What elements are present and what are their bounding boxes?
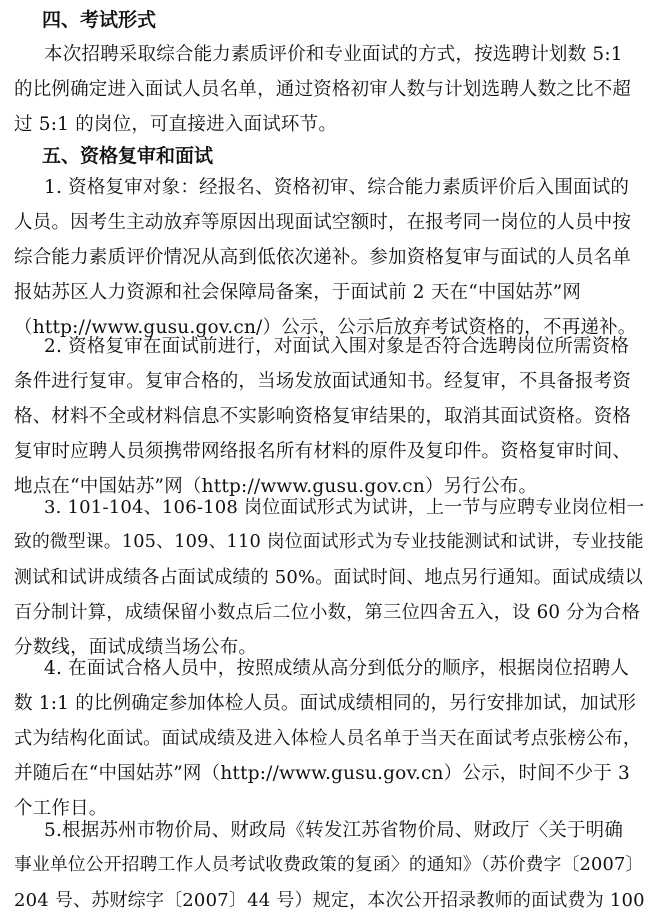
- section-4-paragraph: [14, 37, 648, 142]
- text-line: （http://www.gusu.gov.cn/）公示，公示后放弃考试资格的，不再递补。: [14, 317, 637, 338]
- section-4-heading: 四、考试形式: [42, 9, 157, 31]
- item-4-paragraph: [14, 651, 648, 826]
- text-line: 204 号、苏财综字〔2007〕44 号）规定，本次公开招录教师的面试费为 100: [14, 890, 645, 911]
- text-line: 格、材料不全或材料信息不实影响资格复审结果的，取消其面试资格。资格: [14, 406, 632, 427]
- text-line: 4. 在面试合格人员中，按照成绩从高分到低分的顺序，根据岗位招聘人: [44, 658, 630, 679]
- text-line: 1. 资格复审对象：经报名、资格初审、综合能力素质评价后入围面试的: [44, 177, 630, 198]
- text-line: 致的微型课。105、109、110 岗位面试形式为专业技能测试和试讲，专业技能: [14, 532, 644, 552]
- text-line: 复审时应聘人员须携带网络报名所有材料的原件及复印件。资格复审时间、: [14, 441, 632, 462]
- text-line: 综合能力素质评价情况从高到低依次递补。参加资格复审与面试的人员名单: [14, 247, 632, 268]
- text-line: 个工作日。: [14, 798, 108, 819]
- text-line: 数 1:1 的比例确定参加体检人员。面试成绩相同的，另行安排加试，加试形: [14, 693, 637, 714]
- text-line: 分数线，面试成绩当场公布。: [14, 637, 258, 658]
- item-5-paragraph: [14, 813, 648, 918]
- text-line: 条件进行复审。复审合格的，当场发放面试通知书。经复审，不具备报考资: [14, 371, 632, 392]
- text-line: 报姑苏区人力资源和社会保障局备案，于面试前 2 天在“中国姑苏”网: [14, 282, 582, 303]
- item-2-paragraph: [14, 329, 648, 504]
- text-line: 的比例确定进入面试人员名单，通过资格初审人数与计划选聘人数之比不超: [14, 79, 632, 100]
- text-line: 人员。因考生主动放弃等原因出现面试空额时，在报考同一岗位的人员中按: [14, 212, 632, 233]
- text-line: 本次招聘采取综合能力素质评价和专业面试的方式，按选聘计划数 5:1: [44, 44, 623, 65]
- section-5-heading: 五、资格复审和面试: [42, 145, 214, 167]
- text-line: 百分制计算，成绩保留小数点后二位小数，第三位四舍五入，设 60 分为合格: [14, 602, 641, 623]
- item-3-paragraph: [14, 490, 648, 665]
- text-line: 2. 资格复审在面试前进行，对面试入围对象是否符合选聘岗位所需资格: [44, 336, 630, 357]
- text-line: 3. 101-104、106-108 岗位面试形式为试讲，上一节与应聘专业岗位相一: [44, 497, 645, 518]
- text-line: 地点在“中国姑苏”网（http://www.gusu.gov.cn）另行公布。: [14, 476, 538, 497]
- text-line: 事业单位公开招聘工作人员考试收费政策的复函〉的通知》（苏价费字〔2007〕: [14, 855, 644, 875]
- text-line: 并随后在“中国姑苏”网（http://www.gusu.gov.cn）公示，时间不少于 3: [14, 763, 631, 784]
- text-line: 测试和试讲成绩各占面试成绩的 50%。面试时间、地点另行通知。面试成绩以: [14, 567, 643, 588]
- text-line: 过 5:1 的岗位，可直接进入面试环节。: [14, 114, 338, 135]
- text-line: 5.根据苏州市物价局、财政局《转发江苏省物价局、财政厅〈关于明确: [44, 820, 624, 841]
- item-1-paragraph: [14, 170, 648, 345]
- text-line: 式为结构化面试。面试成绩及进入体检人员名单于当天在面试考点张榜公布，: [14, 728, 642, 749]
